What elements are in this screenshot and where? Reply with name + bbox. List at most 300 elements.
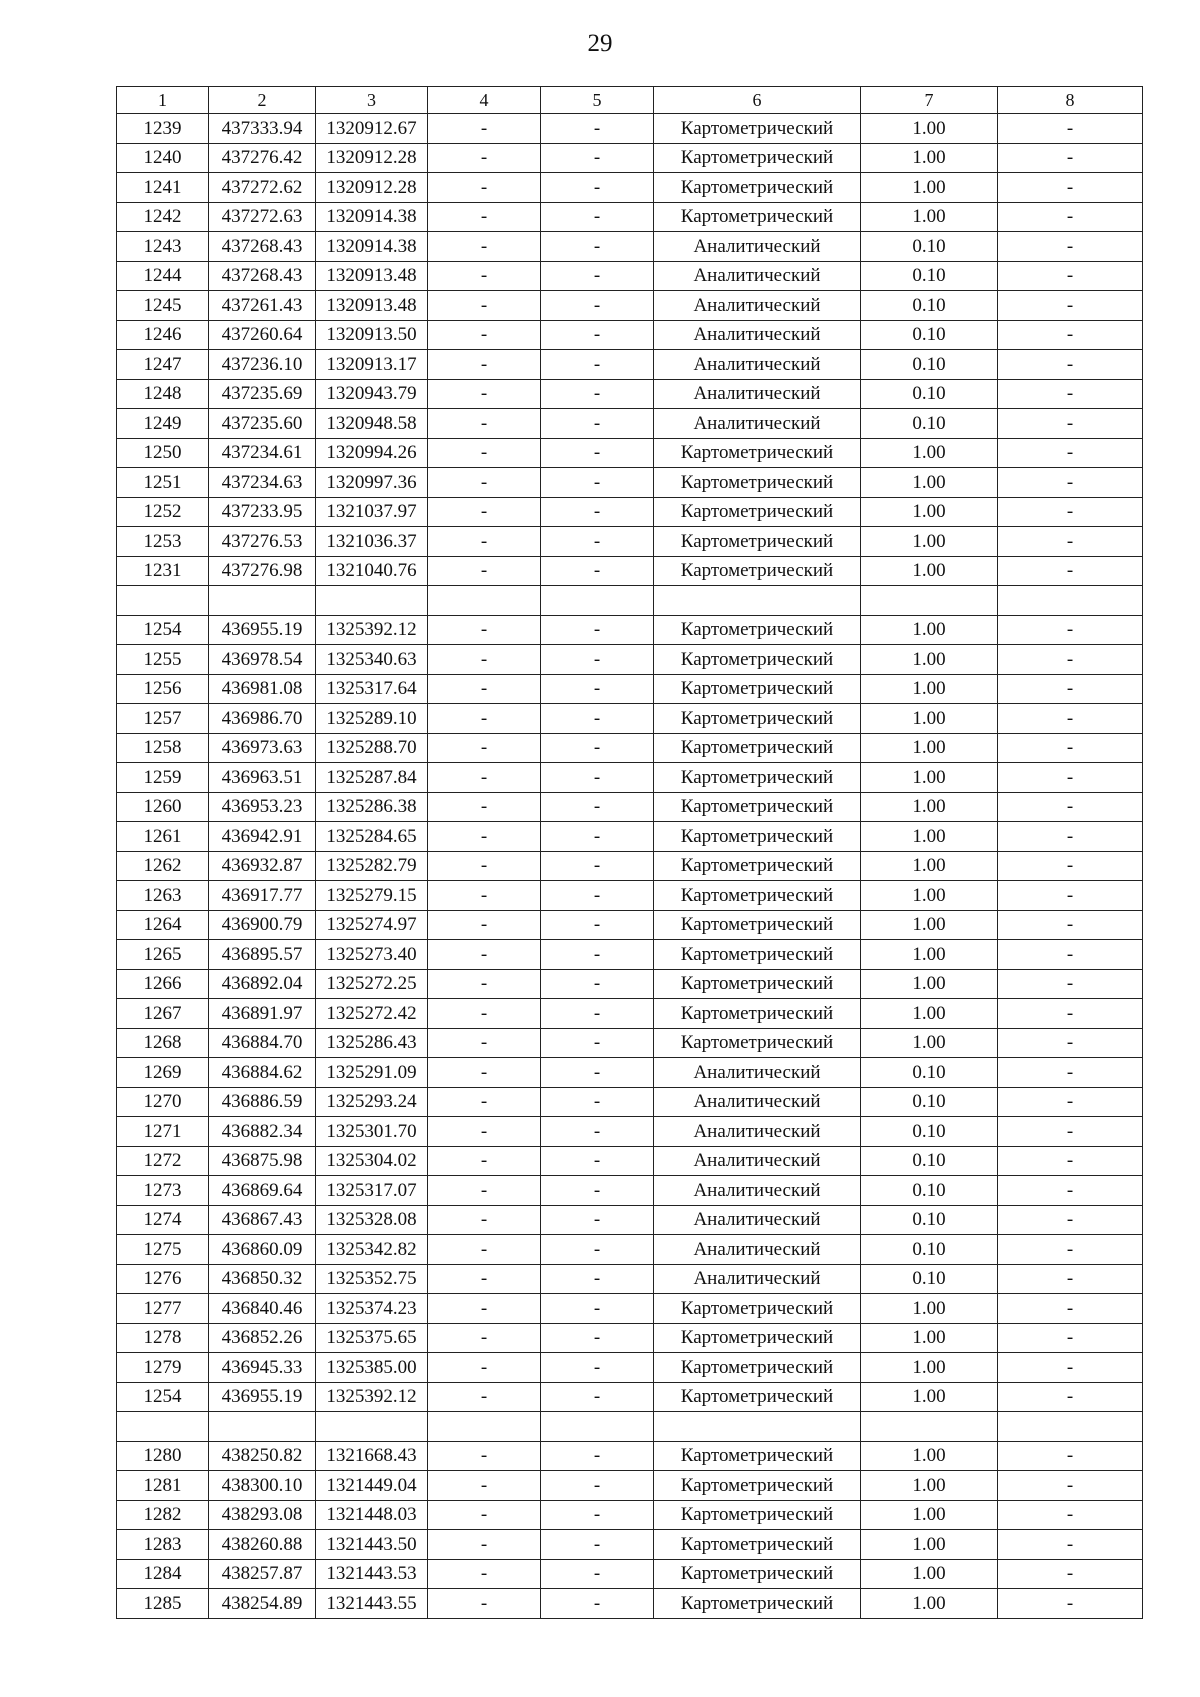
x-coordinate-cell: 436840.46 [209, 1294, 316, 1324]
method-cell: Картометрический [654, 173, 861, 203]
table-row [117, 881, 1143, 911]
accuracy-cell: 0.10 [861, 409, 998, 439]
accuracy-cell: 0.10 [861, 379, 998, 409]
y-coordinate-cell: 1325273.40 [316, 940, 428, 970]
table-row [117, 320, 1143, 350]
col5-cell: - [541, 881, 654, 911]
x-coordinate-cell: 438293.08 [209, 1500, 316, 1530]
col4-cell: - [428, 556, 541, 586]
y-coordinate-cell: 1325284.65 [316, 822, 428, 852]
col5-cell: - [541, 704, 654, 734]
table-row [117, 143, 1143, 173]
col4-cell: - [428, 910, 541, 940]
point-number-cell: 1271 [117, 1117, 209, 1147]
method-cell: Аналитический [654, 1205, 861, 1235]
method-cell [654, 1412, 861, 1442]
col5-cell: - [541, 940, 654, 970]
col4-cell: - [428, 1264, 541, 1294]
col8-cell: - [998, 1235, 1143, 1265]
col8-cell: - [998, 497, 1143, 527]
col5-cell: - [541, 645, 654, 675]
col4-cell: - [428, 468, 541, 498]
accuracy-cell: 1.00 [861, 1323, 998, 1353]
method-cell: Картометрический [654, 1323, 861, 1353]
col5-cell: - [541, 291, 654, 321]
y-coordinate-cell: 1325385.00 [316, 1353, 428, 1383]
point-number-cell: 1258 [117, 733, 209, 763]
point-number-cell: 1268 [117, 1028, 209, 1058]
col8-cell: - [998, 1294, 1143, 1324]
col5-cell: - [541, 822, 654, 852]
col5-cell: - [541, 1500, 654, 1530]
x-coordinate-cell: 436978.54 [209, 645, 316, 675]
y-coordinate-cell: 1320994.26 [316, 438, 428, 468]
x-coordinate-cell: 437261.43 [209, 291, 316, 321]
y-coordinate-cell: 1325272.42 [316, 999, 428, 1029]
col8-cell: - [998, 1382, 1143, 1412]
x-coordinate-cell: 437333.94 [209, 114, 316, 144]
coordinates-table [116, 86, 1143, 1619]
col8-cell: - [998, 1559, 1143, 1589]
col4-cell: - [428, 615, 541, 645]
col5-cell: - [541, 1353, 654, 1383]
col5-cell: - [541, 910, 654, 940]
col8-cell: - [998, 1500, 1143, 1530]
table-row [117, 1471, 1143, 1501]
accuracy-cell: 1.00 [861, 822, 998, 852]
y-coordinate-cell: 1321449.04 [316, 1471, 428, 1501]
point-number-cell: 1246 [117, 320, 209, 350]
accuracy-cell: 1.00 [861, 1294, 998, 1324]
method-cell: Аналитический [654, 379, 861, 409]
table-row [117, 1028, 1143, 1058]
col4-cell: - [428, 173, 541, 203]
y-coordinate-cell: 1325301.70 [316, 1117, 428, 1147]
col5-cell: - [541, 556, 654, 586]
point-number-cell: 1250 [117, 438, 209, 468]
method-cell: Картометрический [654, 1028, 861, 1058]
col8-cell: - [998, 733, 1143, 763]
x-coordinate-cell: 437272.62 [209, 173, 316, 203]
column-header: 6 [654, 87, 861, 114]
col4-cell: - [428, 409, 541, 439]
method-cell: Картометрический [654, 114, 861, 144]
accuracy-cell: 0.10 [861, 350, 998, 380]
table-row [117, 379, 1143, 409]
accuracy-cell: 1.00 [861, 763, 998, 793]
table-row [117, 497, 1143, 527]
accuracy-cell: 0.10 [861, 291, 998, 321]
col8-cell: - [998, 232, 1143, 262]
col5-cell: - [541, 1235, 654, 1265]
point-number-cell: 1251 [117, 468, 209, 498]
method-cell: Аналитический [654, 1058, 861, 1088]
col5-cell: - [541, 1382, 654, 1412]
col8-cell: - [998, 1176, 1143, 1206]
x-coordinate-cell: 437234.61 [209, 438, 316, 468]
table-row [117, 763, 1143, 793]
col8-cell: - [998, 822, 1143, 852]
x-coordinate-cell: 436892.04 [209, 969, 316, 999]
col4-cell: - [428, 497, 541, 527]
x-coordinate-cell: 438257.87 [209, 1559, 316, 1589]
point-number-cell: 1261 [117, 822, 209, 852]
method-cell: Картометрический [654, 556, 861, 586]
accuracy-cell: 0.10 [861, 1087, 998, 1117]
column-header: 5 [541, 87, 654, 114]
x-coordinate-cell: 437268.43 [209, 232, 316, 262]
method-cell: Картометрический [654, 143, 861, 173]
point-number-cell: 1264 [117, 910, 209, 940]
accuracy-cell: 1.00 [861, 645, 998, 675]
y-coordinate-cell: 1320943.79 [316, 379, 428, 409]
table-row [117, 468, 1143, 498]
table-row [117, 822, 1143, 852]
col5-cell: - [541, 202, 654, 232]
accuracy-cell: 1.00 [861, 1353, 998, 1383]
y-coordinate-cell: 1325352.75 [316, 1264, 428, 1294]
table-row [117, 438, 1143, 468]
x-coordinate-cell: 436981.08 [209, 674, 316, 704]
col8-cell: - [998, 674, 1143, 704]
point-number-cell: 1241 [117, 173, 209, 203]
x-coordinate-cell: 437272.63 [209, 202, 316, 232]
method-cell: Картометрический [654, 468, 861, 498]
col5-cell: - [541, 1146, 654, 1176]
col4-cell: - [428, 232, 541, 262]
method-cell: Картометрический [654, 674, 861, 704]
accuracy-cell: 1.00 [861, 881, 998, 911]
method-cell: Картометрический [654, 202, 861, 232]
accuracy-cell: 1.00 [861, 1028, 998, 1058]
y-coordinate-cell: 1325293.24 [316, 1087, 428, 1117]
point-number-cell: 1252 [117, 497, 209, 527]
method-cell: Аналитический [654, 232, 861, 262]
col5-cell: - [541, 1176, 654, 1206]
method-cell: Аналитический [654, 291, 861, 321]
accuracy-cell: 1.00 [861, 1471, 998, 1501]
table-row [117, 1530, 1143, 1560]
col8-cell: - [998, 1530, 1143, 1560]
method-cell: Картометрический [654, 1294, 861, 1324]
x-coordinate-cell [209, 586, 316, 616]
point-number-cell: 1249 [117, 409, 209, 439]
col4-cell [428, 1412, 541, 1442]
col5-cell: - [541, 320, 654, 350]
col4-cell: - [428, 999, 541, 1029]
col4-cell: - [428, 202, 541, 232]
method-cell: Картометрический [654, 940, 861, 970]
col8-cell: - [998, 910, 1143, 940]
table-row [117, 586, 1143, 616]
table-row [117, 1058, 1143, 1088]
y-coordinate-cell [316, 586, 428, 616]
point-number-cell: 1284 [117, 1559, 209, 1589]
x-coordinate-cell: 436884.62 [209, 1058, 316, 1088]
accuracy-cell: 1.00 [861, 999, 998, 1029]
x-coordinate-cell: 436884.70 [209, 1028, 316, 1058]
accuracy-cell: 1.00 [861, 497, 998, 527]
col5-cell: - [541, 379, 654, 409]
col5-cell: - [541, 999, 654, 1029]
table-row [117, 1146, 1143, 1176]
col4-cell: - [428, 792, 541, 822]
col5-cell: - [541, 143, 654, 173]
table-row [117, 1323, 1143, 1353]
x-coordinate-cell: 437235.69 [209, 379, 316, 409]
x-coordinate-cell: 436945.33 [209, 1353, 316, 1383]
col8-cell: - [998, 202, 1143, 232]
column-header: 2 [209, 87, 316, 114]
x-coordinate-cell: 437276.42 [209, 143, 316, 173]
accuracy-cell: 0.10 [861, 1058, 998, 1088]
x-coordinate-cell: 436869.64 [209, 1176, 316, 1206]
table-header-row [117, 87, 1143, 114]
col8-cell: - [998, 1146, 1143, 1176]
col8-cell: - [998, 1058, 1143, 1088]
table-row [117, 1353, 1143, 1383]
accuracy-cell: 1.00 [861, 143, 998, 173]
col8-cell: - [998, 291, 1143, 321]
col8-cell: - [998, 1264, 1143, 1294]
col4-cell: - [428, 261, 541, 291]
col8-cell: - [998, 350, 1143, 380]
col8-cell: - [998, 173, 1143, 203]
x-coordinate-cell: 436917.77 [209, 881, 316, 911]
y-coordinate-cell: 1325317.64 [316, 674, 428, 704]
method-cell: Аналитический [654, 1146, 861, 1176]
x-coordinate-cell: 436852.26 [209, 1323, 316, 1353]
table-row [117, 1176, 1143, 1206]
y-coordinate-cell: 1325374.23 [316, 1294, 428, 1324]
x-coordinate-cell: 436882.34 [209, 1117, 316, 1147]
accuracy-cell: 0.10 [861, 1264, 998, 1294]
point-number-cell: 1242 [117, 202, 209, 232]
x-coordinate-cell: 436860.09 [209, 1235, 316, 1265]
col8-cell: - [998, 1087, 1143, 1117]
method-cell: Картометрический [654, 881, 861, 911]
x-coordinate-cell: 436973.63 [209, 733, 316, 763]
x-coordinate-cell: 436867.43 [209, 1205, 316, 1235]
y-coordinate-cell: 1325289.10 [316, 704, 428, 734]
point-number-cell: 1257 [117, 704, 209, 734]
x-coordinate-cell: 436895.57 [209, 940, 316, 970]
col5-cell: - [541, 969, 654, 999]
table-row [117, 851, 1143, 881]
col8-cell: - [998, 1323, 1143, 1353]
accuracy-cell: 0.10 [861, 261, 998, 291]
col8-cell: - [998, 792, 1143, 822]
accuracy-cell: 1.00 [861, 114, 998, 144]
point-number-cell: 1267 [117, 999, 209, 1029]
col4-cell: - [428, 1176, 541, 1206]
y-coordinate-cell: 1321040.76 [316, 556, 428, 586]
point-number-cell: 1253 [117, 527, 209, 557]
y-coordinate-cell: 1325279.15 [316, 881, 428, 911]
table-row [117, 232, 1143, 262]
point-number-cell: 1231 [117, 556, 209, 586]
accuracy-cell [861, 586, 998, 616]
col8-cell [998, 586, 1143, 616]
col8-cell: - [998, 1028, 1143, 1058]
point-number-cell: 1272 [117, 1146, 209, 1176]
col5-cell: - [541, 261, 654, 291]
x-coordinate-cell: 436886.59 [209, 1087, 316, 1117]
accuracy-cell: 1.00 [861, 704, 998, 734]
col8-cell: - [998, 1205, 1143, 1235]
col4-cell: - [428, 763, 541, 793]
y-coordinate-cell: 1325286.43 [316, 1028, 428, 1058]
accuracy-cell: 1.00 [861, 910, 998, 940]
method-cell: Аналитический [654, 320, 861, 350]
y-coordinate-cell: 1325282.79 [316, 851, 428, 881]
method-cell: Картометрический [654, 910, 861, 940]
col4-cell: - [428, 438, 541, 468]
col4-cell: - [428, 1500, 541, 1530]
column-header: 8 [998, 87, 1143, 114]
col4-cell: - [428, 645, 541, 675]
y-coordinate-cell: 1325375.65 [316, 1323, 428, 1353]
accuracy-cell: 1.00 [861, 1500, 998, 1530]
y-coordinate-cell: 1320997.36 [316, 468, 428, 498]
y-coordinate-cell: 1325328.08 [316, 1205, 428, 1235]
y-coordinate-cell: 1320914.38 [316, 232, 428, 262]
x-coordinate-cell: 437268.43 [209, 261, 316, 291]
point-number-cell: 1260 [117, 792, 209, 822]
point-number-cell: 1279 [117, 1353, 209, 1383]
col4-cell: - [428, 143, 541, 173]
col5-cell [541, 1412, 654, 1442]
method-cell: Картометрический [654, 1441, 861, 1471]
y-coordinate-cell: 1325342.82 [316, 1235, 428, 1265]
col4-cell: - [428, 291, 541, 321]
accuracy-cell: 0.10 [861, 1235, 998, 1265]
x-coordinate-cell: 437236.10 [209, 350, 316, 380]
col4-cell: - [428, 881, 541, 911]
method-cell: Картометрический [654, 1353, 861, 1383]
y-coordinate-cell: 1320912.28 [316, 143, 428, 173]
method-cell: Картометрический [654, 1559, 861, 1589]
method-cell: Аналитический [654, 350, 861, 380]
table-row [117, 527, 1143, 557]
accuracy-cell: 1.00 [861, 1589, 998, 1619]
point-number-cell: 1270 [117, 1087, 209, 1117]
col8-cell: - [998, 704, 1143, 734]
y-coordinate-cell: 1321443.50 [316, 1530, 428, 1560]
table-row [117, 173, 1143, 203]
col4-cell: - [428, 733, 541, 763]
col8-cell: - [998, 320, 1143, 350]
table-row [117, 940, 1143, 970]
col5-cell: - [541, 114, 654, 144]
table-row [117, 999, 1143, 1029]
y-coordinate-cell: 1320914.38 [316, 202, 428, 232]
x-coordinate-cell: 438260.88 [209, 1530, 316, 1560]
y-coordinate-cell: 1321448.03 [316, 1500, 428, 1530]
point-number-cell: 1259 [117, 763, 209, 793]
point-number-cell: 1265 [117, 940, 209, 970]
col4-cell: - [428, 940, 541, 970]
col5-cell: - [541, 1471, 654, 1501]
col4-cell: - [428, 1382, 541, 1412]
col8-cell: - [998, 851, 1143, 881]
col4-cell: - [428, 1589, 541, 1619]
col8-cell: - [998, 556, 1143, 586]
x-coordinate-cell: 436955.19 [209, 615, 316, 645]
x-coordinate-cell: 437235.60 [209, 409, 316, 439]
method-cell: Картометрический [654, 1500, 861, 1530]
x-coordinate-cell: 436850.32 [209, 1264, 316, 1294]
col8-cell: - [998, 114, 1143, 144]
col4-cell: - [428, 1028, 541, 1058]
y-coordinate-cell: 1320913.48 [316, 261, 428, 291]
y-coordinate-cell: 1320948.58 [316, 409, 428, 439]
point-number-cell: 1254 [117, 1382, 209, 1412]
col5-cell: - [541, 733, 654, 763]
col4-cell: - [428, 1117, 541, 1147]
table-row [117, 1294, 1143, 1324]
accuracy-cell: 1.00 [861, 674, 998, 704]
column-header: 1 [117, 87, 209, 114]
col5-cell: - [541, 792, 654, 822]
method-cell: Аналитический [654, 1176, 861, 1206]
y-coordinate-cell: 1325317.07 [316, 1176, 428, 1206]
y-coordinate-cell: 1320913.50 [316, 320, 428, 350]
col4-cell: - [428, 1205, 541, 1235]
table-row [117, 114, 1143, 144]
method-cell: Картометрический [654, 1382, 861, 1412]
col5-cell: - [541, 1264, 654, 1294]
y-coordinate-cell: 1325288.70 [316, 733, 428, 763]
y-coordinate-cell: 1325392.12 [316, 615, 428, 645]
method-cell: Картометрический [654, 645, 861, 675]
col5-cell: - [541, 1058, 654, 1088]
table-row [117, 1264, 1143, 1294]
accuracy-cell: 1.00 [861, 1441, 998, 1471]
y-coordinate-cell: 1321443.53 [316, 1559, 428, 1589]
accuracy-cell: 1.00 [861, 438, 998, 468]
point-number-cell: 1255 [117, 645, 209, 675]
x-coordinate-cell: 438250.82 [209, 1441, 316, 1471]
col5-cell: - [541, 468, 654, 498]
method-cell: Картометрический [654, 822, 861, 852]
column-header: 7 [861, 87, 998, 114]
y-coordinate-cell: 1321668.43 [316, 1441, 428, 1471]
point-number-cell: 1273 [117, 1176, 209, 1206]
y-coordinate-cell: 1321036.37 [316, 527, 428, 557]
table-row [117, 350, 1143, 380]
col4-cell: - [428, 1294, 541, 1324]
x-coordinate-cell: 436955.19 [209, 1382, 316, 1412]
table-row [117, 1235, 1143, 1265]
method-cell: Аналитический [654, 1235, 861, 1265]
col5-cell: - [541, 1530, 654, 1560]
point-number-cell: 1269 [117, 1058, 209, 1088]
table-row [117, 1087, 1143, 1117]
col4-cell: - [428, 969, 541, 999]
col8-cell: - [998, 261, 1143, 291]
table-row [117, 1205, 1143, 1235]
col8-cell: - [998, 438, 1143, 468]
col8-cell: - [998, 615, 1143, 645]
method-cell [654, 586, 861, 616]
table-row [117, 202, 1143, 232]
col4-cell: - [428, 1559, 541, 1589]
col5-cell: - [541, 1441, 654, 1471]
col5-cell: - [541, 173, 654, 203]
col8-cell: - [998, 1117, 1143, 1147]
x-coordinate-cell: 436900.79 [209, 910, 316, 940]
